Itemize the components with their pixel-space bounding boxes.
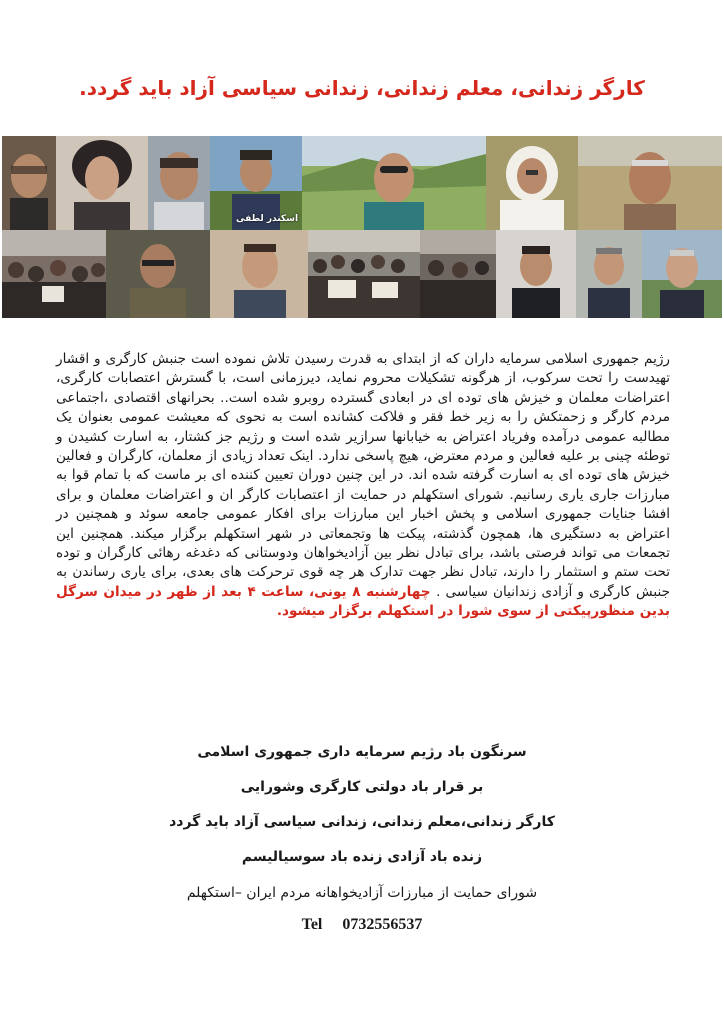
slogans-block	[80, 735, 644, 940]
organization-name: شورای حمایت از مبارزات آزادیخواهانه مردم ایران –استکهلم	[186, 885, 538, 901]
tel-number: 0732556537	[342, 916, 423, 933]
photo-caption: اسکندر لطفی	[236, 214, 299, 224]
slogan-4: زنده باد آزادی زنده باد سوسیالیسم	[241, 849, 483, 865]
tel-label: Tel	[301, 916, 323, 933]
page-headline: کارگر زندانی، معلم زندانی، زندانی سیاسی آزاد باید گردد.	[79, 76, 645, 100]
collage-photo-portrait-man-4	[302, 136, 486, 230]
collage-photo-portrait-man-5	[578, 136, 722, 230]
collage-photo-portrait-woman-2	[486, 136, 578, 230]
collage-photo-portrait-man-2	[148, 136, 210, 230]
collage-photo-portrait-man-9	[576, 230, 642, 318]
collage-photo-portrait-man-10	[642, 230, 722, 318]
slogan-2: بر قرار باد دولتی کارگری وشورایی	[240, 779, 484, 795]
body-main-text: رژیم جمهوری اسلامی سرمایه داران که از ابتدای به قدرت رسیدن تلاش نموده است جنبش کارگری و اقشار تهیدست را تحت سرکوب، از هرگونه تشکیلات محروم نماید، دیرزمانی است، با گسترش اعتصابات کارگری، اعتراضات معلمان و خیزش های توده ای در ابعادی گسترده روبرو شده است.. بحرانهای اقتصادی ،اجتماعی مردم کارگر و زحمتکش را به زیر خط فقر و فلاکت کشانده است به نحوی که معیشت عمومی بعنوان یک مطالبه عمومی درآمده وفریاد اعتراض به خیابانها سرازیر شده است و رژیم جز کشتار، به اسارت کشیدن و توطئه چینی بر علیه فعالین و مردم معترض، هیچ پاسخی ندارد. اینک تعداد زیادی از معلمان، کارگران و فعالین خیزش های توده ای به اسارت گرفته شده اند. در این چنین دوران تعیین کننده ای بر ماست که با تمام قوا به مبارزات جاری یاری رسانیم. شورای استکهلم در حمایت از اعتصابات کارگر ان و اعتراضات معلمان و برای افشا جنایات جمهوری اسلامی و پخش اخبار این مبارزات برای افکار عمومی جامعه سوئد و همچنین در اعتراض به دستگیری ها، همچون گذشته، پیکت ها وتجمعاتی در شهر استکهلم برگزار میکند. همچنین این تجمعات می تواند فرصتی باشد، برای تبادل نظر بین آزادیخواهان ودوستانی که دغدغه رهائی کارگران و توده تحت ستم و استثمار را دارند، تبادل نظر جهت تدارک هر چه قوی ترحرکت های بعدی، برای یاری رساندن به جنبش کارگری و آزادی زندانیان سیاسی .	[56, 351, 670, 600]
event-notice: چهارشنبه ۸ یونی، ساعت ۴ بعد از ظهر در میدان سرگل بدین منظورپیکتی از سوی شورا در استکهلم برگزار میشود.	[56, 583, 670, 620]
slogan-1: سرنگون باد رژیم سرمایه داری جمهوری اسلامی	[197, 744, 527, 760]
photo-collage	[2, 136, 722, 318]
collage-photo-protest-crowd-1	[2, 230, 106, 318]
collage-photo-portrait-man-8	[496, 230, 576, 318]
collage-photo-portrait-man-3	[210, 136, 302, 230]
collage-photo-protest-crowd-2	[308, 230, 420, 318]
collage-photo-portrait-woman-1	[56, 136, 148, 230]
collage-photo-protest-crowd-3	[420, 230, 496, 318]
collage-photo-portrait-man-6	[106, 230, 210, 318]
collage-photo-portrait-man-7	[210, 230, 308, 318]
contact-telephone	[80, 910, 644, 940]
collage-photo-portrait-man-1	[2, 136, 56, 230]
body-paragraph	[56, 350, 670, 622]
slogan-3: کارگر زندانی،معلم زندانی، زندانی سیاسی آزاد باید گردد	[169, 814, 555, 830]
